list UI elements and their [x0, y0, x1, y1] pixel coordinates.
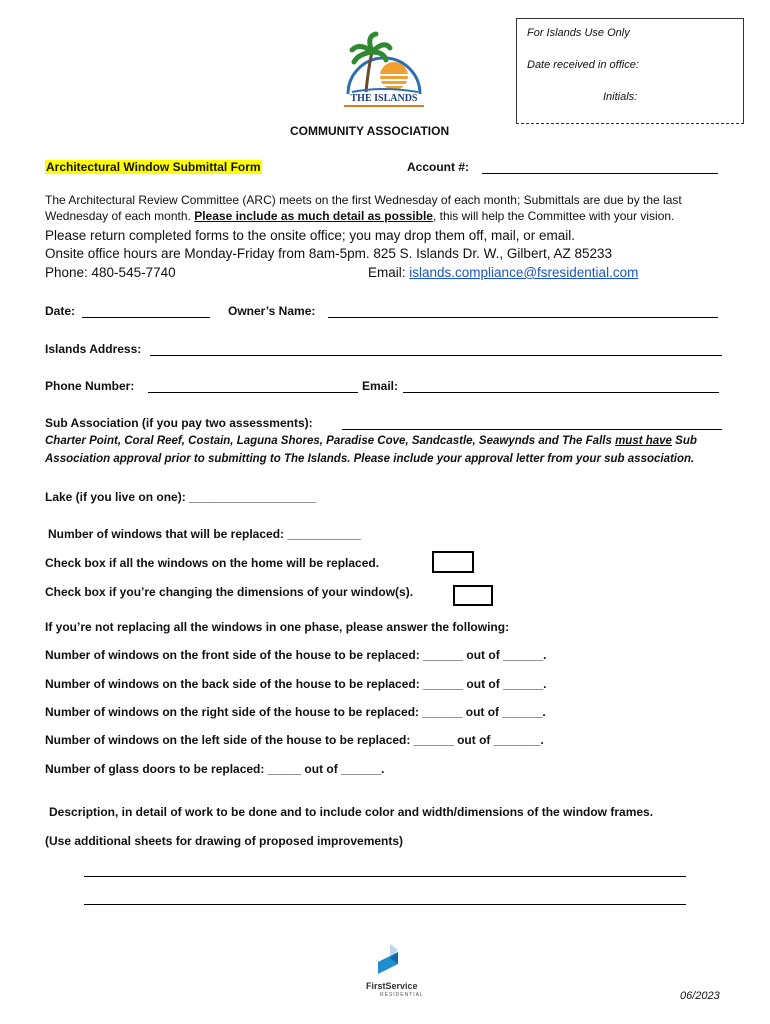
- sub-note-start: Charter Point, Coral Reef, Costain, Laguna Shores, Paradise Cove, Sandcastle, Seawynds and The Falls: [45, 435, 616, 447]
- address-field[interactable]: [150, 355, 722, 356]
- description-line-2[interactable]: [84, 904, 686, 905]
- office-phone: Phone: 480-545-7740: [45, 265, 176, 280]
- form-title: Architectural Window Submittal Form: [46, 160, 261, 174]
- date-received-label: Date received in office:: [527, 59, 639, 71]
- owner-name-field[interactable]: [328, 317, 718, 318]
- check-dimensions-label: Check box if you’re changing the dimensions of your window(s).: [45, 585, 414, 599]
- phone-field[interactable]: [148, 392, 358, 393]
- right-windows-field[interactable]: Number of windows on the right side of the house to be replaced: ______ out of ______.: [45, 705, 546, 719]
- back-windows-field[interactable]: Number of windows on the back side of the house to be replaced: ______ out of ______.: [45, 677, 547, 691]
- description-label: Description, in detail of work to be done and to include color and width/dimensions of the window frames.: [49, 805, 654, 819]
- left-windows-field[interactable]: Number of windows on the left side of the house to be replaced: ______ out of _______.: [45, 733, 544, 747]
- intro-detail-emphasis: Please include as much detail as possible: [194, 209, 433, 223]
- firstservice-brand: FirstService: [366, 981, 418, 991]
- date-field[interactable]: [82, 317, 210, 318]
- dimensions-checkbox[interactable]: [453, 585, 493, 606]
- address-label: Islands Address:: [45, 342, 142, 356]
- front-windows-field[interactable]: Number of windows on the front side of the house to be replaced: ______ out of ______.: [45, 648, 547, 662]
- firstservice-sub: RESIDENTIAL: [380, 992, 424, 998]
- revision-date: 06/2023: [680, 990, 720, 1002]
- owner-name-label: Owner’s Name:: [228, 304, 316, 318]
- initials-label: Initials:: [603, 91, 638, 103]
- glass-doors-field[interactable]: Number of glass doors to be replaced: _____ out of ______.: [45, 762, 385, 776]
- windows-replaced-field[interactable]: Number of windows that will be replaced: ___________: [48, 527, 361, 541]
- sub-association-field[interactable]: [342, 429, 722, 430]
- email-field[interactable]: [403, 392, 719, 393]
- office-email-link[interactable]: islands.compliance@fsresidential.com: [409, 265, 639, 280]
- sub-note-end: Sub: [671, 435, 697, 447]
- phone-label: Phone Number:: [45, 379, 135, 393]
- account-number-field[interactable]: [482, 173, 718, 174]
- description-line-1[interactable]: [84, 876, 686, 877]
- email-label: Email:: [368, 265, 410, 280]
- sub-association-note-2: Association approval prior to submitting to The Islands. Please include your approval letter from your sub association.: [45, 453, 695, 465]
- date-label: Date:: [45, 304, 76, 318]
- sub-association-note-1: [45, 435, 697, 447]
- check-all-label: Check box if all the windows on the home will be replaced.: [45, 556, 380, 570]
- firstservice-mark-icon: [370, 940, 410, 980]
- account-label: Account #:: [407, 160, 470, 174]
- intro-line-2: [45, 209, 674, 223]
- description-note: (Use additional sheets for drawing of proposed improvements): [45, 834, 404, 848]
- office-email-row: [368, 265, 638, 280]
- return-instructions: Please return completed forms to the onsite office; you may drop them off, mail, or email.: [45, 228, 576, 243]
- office-use-title: For Islands Use Only: [527, 27, 630, 39]
- lake-field[interactable]: Lake (if you live on one): ___________________: [45, 490, 316, 504]
- intro-line-1: The Architectural Review Committee (ARC) meets on the first Wednesday of each month; Submittals are due by the last: [45, 193, 682, 207]
- logo-text: THE ISLANDS: [350, 93, 418, 104]
- phase-intro: If you’re not replacing all the windows in one phase, please answer the following:: [45, 620, 510, 634]
- intro-line-2-end: , this will help the Committee with your vision.: [432, 209, 675, 223]
- office-hours: Onsite office hours are Monday-Friday from 8am-5pm. 825 S. Islands Dr. W., Gilbert, AZ 85233: [45, 246, 612, 261]
- office-use-box: [516, 18, 744, 124]
- email-field-label: Email:: [362, 379, 399, 393]
- sub-association-label: Sub Association (if you pay two assessments):: [45, 416, 313, 430]
- all-windows-checkbox[interactable]: [432, 551, 474, 573]
- logo-underline: [344, 105, 424, 107]
- firstservice-logo: [364, 940, 428, 1000]
- intro-line-2-start: Wednesday of each month.: [45, 209, 195, 223]
- sub-note-emphasis: must have: [615, 435, 672, 447]
- association-heading: COMMUNITY ASSOCIATION: [290, 124, 450, 138]
- islands-logo: [338, 30, 430, 110]
